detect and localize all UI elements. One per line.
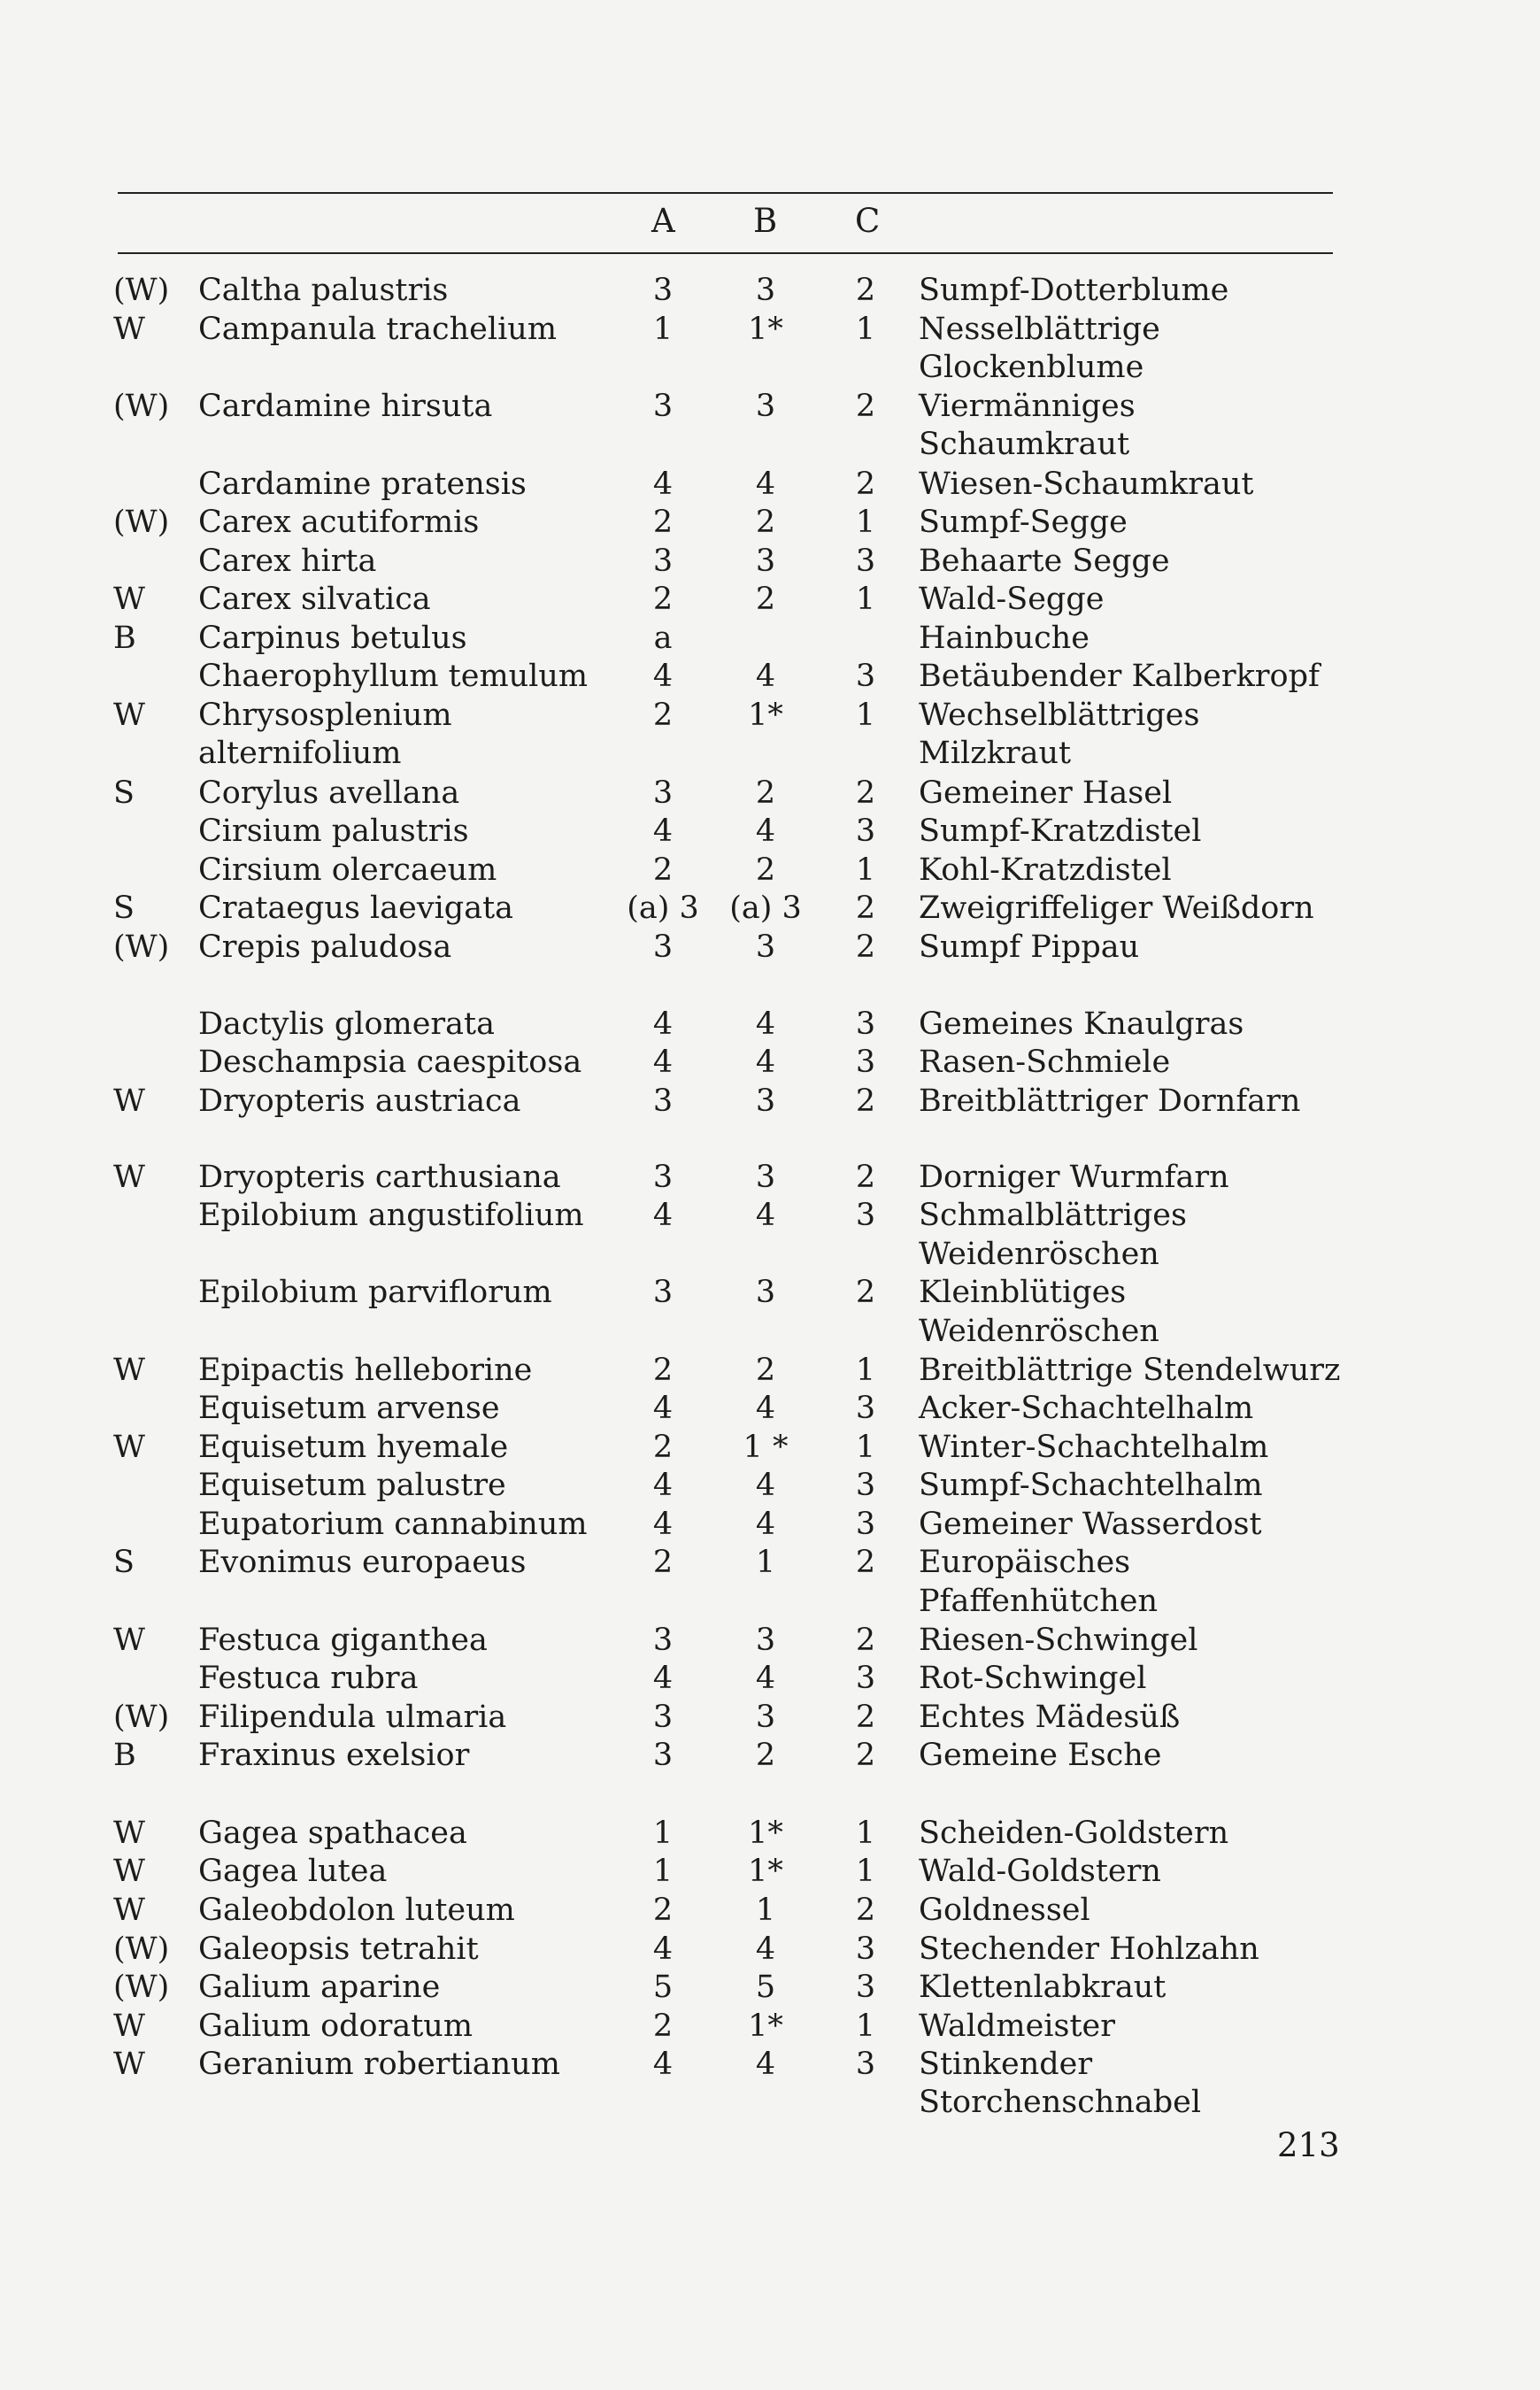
row-latin-name: Epilobium parviflorum <box>198 1275 552 1310</box>
row-value-c: 2 <box>855 273 876 308</box>
table-row <box>0 1505 1540 1544</box>
table-row <box>0 2007 1540 2046</box>
row-code: (W) <box>113 1931 170 1967</box>
row-latin-name: Deschampsia caespitosa <box>198 1045 582 1080</box>
row-value-a: 3 <box>652 1623 674 1658</box>
row-code: S <box>113 1545 135 1580</box>
row-code: S <box>113 890 135 926</box>
row-value-b: 2 <box>755 505 776 540</box>
row-value-a: 4 <box>652 1661 674 1696</box>
row-code: (W) <box>113 389 170 424</box>
row-value-a: a <box>653 621 673 656</box>
row-value-b: 3 <box>755 544 776 579</box>
row-value-a: 2 <box>652 1893 674 1928</box>
row-german-name: Viermänniges <box>919 389 1136 424</box>
row-latin-name: Galeobdolon luteum <box>198 1893 515 1928</box>
row-code: B <box>113 1738 136 1773</box>
row-german-name: Storchenschnabel <box>919 2085 1202 2120</box>
row-value-a: 3 <box>652 929 674 965</box>
row-value-c: 3 <box>855 813 876 849</box>
row-value-c: 2 <box>855 1083 876 1119</box>
row-value-b: 3 <box>755 389 776 424</box>
table-row <box>0 1930 1540 1969</box>
row-latin-name: Festuca giganthea <box>198 1623 488 1658</box>
row-value-c: 3 <box>855 659 876 694</box>
row-value-a: 3 <box>652 1083 674 1119</box>
row-value-c: 3 <box>855 1507 876 1542</box>
row-value-b: 2 <box>755 1353 776 1388</box>
row-code: W <box>113 698 145 733</box>
row-german-name: Rot-Schwingel <box>919 1661 1147 1696</box>
row-value-a: 1 <box>652 312 674 347</box>
row-value-a: 4 <box>652 1391 674 1426</box>
row-value-c: 3 <box>855 1045 876 1080</box>
row-value-b: 4 <box>755 1391 776 1426</box>
row-value-c: 2 <box>855 929 876 965</box>
row-code: (W) <box>113 1970 170 2005</box>
row-value-c: 3 <box>855 1931 876 1967</box>
row-german-name: Wald-Segge <box>919 582 1105 617</box>
table-row <box>0 387 1540 426</box>
table-row <box>0 619 1540 658</box>
table-row <box>0 851 1540 890</box>
row-latin-name: Gagea lutea <box>198 1854 388 1889</box>
row-value-b: 4 <box>755 466 776 502</box>
row-german-name: Wechselblättriges <box>919 698 1200 733</box>
table-row <box>0 928 1540 967</box>
row-german-name: Glockenblume <box>919 350 1144 385</box>
row-value-a: 1 <box>652 1854 674 1889</box>
row-value-c: 2 <box>855 890 876 926</box>
row-german-name: Kohl-Kratzdistel <box>919 852 1172 888</box>
row-latin-name: Gagea spathacea <box>198 1816 467 1851</box>
row-value-b: 1* <box>748 2008 783 2044</box>
row-german-name: Nesselblättrige <box>919 312 1160 347</box>
row-value-b: 5 <box>755 1970 776 2005</box>
row-code: S <box>113 775 135 811</box>
row-code: W <box>113 2008 145 2044</box>
row-value-b: 4 <box>755 659 776 694</box>
table-row <box>0 2045 1540 2084</box>
row-value-b: 2 <box>755 582 776 617</box>
row-value-c: 1 <box>855 312 876 347</box>
row-value-b: (a) 3 <box>729 890 802 926</box>
row-value-a: 3 <box>652 273 674 308</box>
row-latin-name: Galeopsis tetrahit <box>198 1931 479 1967</box>
row-value-c: 2 <box>855 775 876 811</box>
table-row <box>0 1968 1540 2007</box>
row-german-name: Goldnessel <box>919 1893 1090 1928</box>
row-code: W <box>113 1353 145 1388</box>
row-latin-name: Cardamine pratensis <box>198 466 527 502</box>
row-value-b: 4 <box>755 1045 776 1080</box>
row-latin-name: alternifolium <box>198 736 402 771</box>
row-value-c: 1 <box>855 1816 876 1851</box>
row-latin-name: Festuca rubra <box>198 1661 419 1696</box>
row-latin-name: Corylus avellana <box>198 775 460 811</box>
row-code: W <box>113 1816 145 1851</box>
row-value-b: 1 <box>755 1545 776 1580</box>
row-value-c: 2 <box>855 1700 876 1735</box>
row-value-c: 3 <box>855 1198 876 1233</box>
row-german-name: Rasen-Schmiele <box>919 1045 1171 1080</box>
row-value-c: 2 <box>855 1738 876 1773</box>
table-row <box>0 1312 1540 1351</box>
row-value-c: 3 <box>855 1970 876 2005</box>
row-value-c: 2 <box>855 1623 876 1658</box>
table-row <box>0 1659 1540 1698</box>
row-value-c: 2 <box>855 1545 876 1580</box>
row-german-name: Kleinblütiges <box>919 1275 1127 1310</box>
table-row <box>0 1158 1540 1197</box>
row-german-name: Wiesen-Schaumkraut <box>919 466 1254 502</box>
row-german-name: Weidenröschen <box>919 1314 1159 1349</box>
row-value-b: 3 <box>755 273 776 308</box>
row-german-name: Schmalblättriges <box>919 1198 1187 1233</box>
row-value-a: 2 <box>652 505 674 540</box>
row-value-c: 1 <box>855 505 876 540</box>
row-value-a: 4 <box>652 466 674 502</box>
row-german-name: Europäisches <box>919 1545 1131 1580</box>
row-latin-name: Equisetum arvense <box>198 1391 500 1426</box>
row-code: W <box>113 1893 145 1928</box>
table-row <box>0 1351 1540 1390</box>
row-value-b: 2 <box>755 852 776 888</box>
row-value-b: 3 <box>755 1275 776 1310</box>
row-value-b: 4 <box>755 1468 776 1503</box>
table-row <box>0 1082 1540 1121</box>
row-value-b: 1* <box>748 1816 783 1851</box>
table-row <box>0 1389 1540 1428</box>
row-latin-name: Carex silvatica <box>198 582 431 617</box>
row-value-b: 3 <box>755 1623 776 1658</box>
row-code: W <box>113 1083 145 1119</box>
row-value-b: 4 <box>755 1198 776 1233</box>
row-value-c: 2 <box>855 389 876 424</box>
row-german-name: Dorniger Wurmfarn <box>919 1160 1229 1195</box>
table-row <box>0 774 1540 813</box>
row-latin-name: Epilobium angustifolium <box>198 1198 584 1233</box>
row-german-name: Pfaffenhütchen <box>919 1584 1159 1619</box>
table-row <box>0 580 1540 619</box>
row-code: W <box>113 582 145 617</box>
column-header-c: C <box>855 202 881 240</box>
row-german-name: Sumpf-Segge <box>919 505 1128 540</box>
row-value-b: 4 <box>755 1006 776 1042</box>
row-german-name: Gemeine Esche <box>919 1738 1162 1773</box>
row-value-c: 3 <box>855 1468 876 1503</box>
row-value-c: 3 <box>855 2047 876 2082</box>
row-value-a: 3 <box>652 775 674 811</box>
row-german-name: Riesen-Schwingel <box>919 1623 1198 1658</box>
row-value-c: 1 <box>855 1430 876 1465</box>
table-row <box>0 1852 1540 1891</box>
row-latin-name: Crepis paludosa <box>198 929 452 965</box>
column-header-b: B <box>753 202 778 240</box>
row-latin-name: Carpinus betulus <box>198 621 467 656</box>
row-value-a: 4 <box>652 1198 674 1233</box>
row-code: W <box>113 1430 145 1465</box>
row-value-a: 2 <box>652 852 674 888</box>
row-latin-name: Fraxinus exelsior <box>198 1738 470 1773</box>
row-value-a: 1 <box>652 1816 674 1851</box>
row-latin-name: Chrysosplenium <box>198 698 452 733</box>
row-value-a: 5 <box>652 1970 674 2005</box>
row-value-a: 2 <box>652 698 674 733</box>
table-row <box>0 271 1540 310</box>
row-value-c: 2 <box>855 466 876 502</box>
row-value-c: 3 <box>855 1391 876 1426</box>
row-value-b: 1* <box>748 698 783 733</box>
table-row <box>0 1005 1540 1044</box>
row-value-a: 2 <box>652 582 674 617</box>
row-german-name: Stechender Hohlzahn <box>919 1931 1259 1967</box>
row-value-a: 3 <box>652 1700 674 1735</box>
row-value-c: 3 <box>855 544 876 579</box>
row-value-a: 4 <box>652 1468 674 1503</box>
table-row <box>0 1196 1540 1235</box>
row-german-name: Milzkraut <box>919 736 1072 771</box>
row-value-a: 4 <box>652 659 674 694</box>
table-row <box>0 1891 1540 1930</box>
row-latin-name: Galium odoratum <box>198 2008 474 2044</box>
row-latin-name: Equisetum palustre <box>198 1468 506 1503</box>
row-value-a: 2 <box>652 1430 674 1465</box>
row-latin-name: Dryopteris carthusiana <box>198 1160 561 1195</box>
row-value-a: 2 <box>652 1545 674 1580</box>
row-german-name: Wald-Goldstern <box>919 1854 1161 1889</box>
row-german-name: Sumpf-Dotterblume <box>919 273 1229 308</box>
row-german-name: Scheiden-Goldstern <box>919 1816 1229 1851</box>
row-german-name: Hainbuche <box>919 621 1090 656</box>
row-value-b: 2 <box>755 1738 776 1773</box>
row-code: (W) <box>113 505 170 540</box>
row-value-a: 3 <box>652 1738 674 1773</box>
row-german-name: Winter-Schachtelhalm <box>919 1430 1269 1465</box>
row-latin-name: Geranium robertianum <box>198 2047 560 2082</box>
row-value-b: 4 <box>755 1507 776 1542</box>
table-row <box>0 696 1540 735</box>
row-german-name: Schaumkraut <box>919 427 1130 462</box>
row-value-a: 3 <box>652 1275 674 1310</box>
row-value-b: 3 <box>755 929 776 965</box>
page-number: 213 <box>1277 2126 1340 2164</box>
row-latin-name: Caltha palustris <box>198 273 449 308</box>
row-latin-name: Dactylis glomerata <box>198 1006 495 1042</box>
row-value-c: 1 <box>855 582 876 617</box>
table-row <box>0 657 1540 696</box>
row-value-a: 4 <box>652 813 674 849</box>
row-latin-name: Evonimus europaeus <box>198 1545 527 1580</box>
row-value-b: 3 <box>755 1160 776 1195</box>
table-row <box>0 1582 1540 1621</box>
row-value-c: 3 <box>855 1006 876 1042</box>
row-latin-name: Cirsium palustris <box>198 813 469 849</box>
table-row <box>0 503 1540 542</box>
row-german-name: Breitblättriger Dornfarn <box>919 1083 1301 1119</box>
row-value-b: 4 <box>755 1661 776 1696</box>
row-value-a: 2 <box>652 1353 674 1388</box>
row-value-a: 4 <box>652 1931 674 1967</box>
row-latin-name: Crataegus laevigata <box>198 890 513 926</box>
row-german-name: Gemeiner Hasel <box>919 775 1173 811</box>
table-header-rule <box>118 252 1333 254</box>
row-german-name: Acker-Schachtelhalm <box>919 1391 1254 1426</box>
row-value-c: 1 <box>855 698 876 733</box>
row-code: (W) <box>113 1700 170 1735</box>
table-row <box>0 2083 1540 2122</box>
row-code: W <box>113 312 145 347</box>
row-value-c: 3 <box>855 1661 876 1696</box>
table-row <box>0 1698 1540 1737</box>
row-german-name: Weidenröschen <box>919 1237 1159 1272</box>
table-top-rule <box>118 192 1333 194</box>
row-value-c: 1 <box>855 852 876 888</box>
row-latin-name: Carex hirta <box>198 544 377 579</box>
row-german-name: Klettenlabkraut <box>919 1970 1167 2005</box>
row-german-name: Gemeiner Wasserdost <box>919 1507 1262 1542</box>
row-german-name: Echtes Mädesüß <box>919 1700 1181 1735</box>
row-value-c: 2 <box>855 1160 876 1195</box>
table-row <box>0 425 1540 464</box>
table-row <box>0 1466 1540 1505</box>
row-german-name: Zweigriffeliger Weißdorn <box>919 890 1314 926</box>
table-row <box>0 889 1540 928</box>
row-value-a: 4 <box>652 1045 674 1080</box>
row-latin-name: Cardamine hirsuta <box>198 389 493 424</box>
table-row <box>0 1814 1540 1853</box>
table-row <box>0 734 1540 773</box>
row-german-name: Sumpf-Schachtelhalm <box>919 1468 1263 1503</box>
table-row <box>0 1273 1540 1312</box>
row-value-a: 4 <box>652 1507 674 1542</box>
row-value-b: 1* <box>748 312 783 347</box>
row-german-name: Waldmeister <box>919 2008 1115 2044</box>
row-latin-name: Eupatorium cannabinum <box>198 1507 588 1542</box>
table-row <box>0 465 1540 504</box>
row-german-name: Stinkender <box>919 2047 1093 2082</box>
row-german-name: Betäubender Kalberkropf <box>919 659 1320 694</box>
row-code: W <box>113 1623 145 1658</box>
row-value-a: 4 <box>652 2047 674 2082</box>
row-value-c: 1 <box>855 1353 876 1388</box>
row-code: (W) <box>113 273 170 308</box>
row-german-name: Breitblättrige Stendelwurz <box>919 1353 1341 1388</box>
row-latin-name: Dryopteris austriaca <box>198 1083 521 1119</box>
row-value-c: 1 <box>855 1854 876 1889</box>
table-row <box>0 1543 1540 1582</box>
table-row <box>0 1736 1540 1775</box>
row-latin-name: Campanula trachelium <box>198 312 558 347</box>
row-value-c: 2 <box>855 1275 876 1310</box>
row-value-a: 3 <box>652 544 674 579</box>
row-value-c: 2 <box>855 1893 876 1928</box>
table-row <box>0 1043 1540 1082</box>
table-row <box>0 310 1540 349</box>
table-row <box>0 1621 1540 1660</box>
row-latin-name: Equisetum hyemale <box>198 1430 509 1465</box>
table-row <box>0 542 1540 581</box>
row-code: B <box>113 621 136 656</box>
row-latin-name: Galium aparine <box>198 1970 441 2005</box>
row-latin-name: Chaerophyllum temulum <box>198 659 589 694</box>
row-german-name: Gemeines Knaulgras <box>919 1006 1244 1042</box>
row-code: W <box>113 1854 145 1889</box>
table-row <box>0 1235 1540 1274</box>
row-german-name: Sumpf-Kratzdistel <box>919 813 1202 849</box>
row-value-b: 1 * <box>743 1430 789 1465</box>
table-row <box>0 1428 1540 1467</box>
row-latin-name: Cirsium olercaeum <box>198 852 497 888</box>
row-value-b: 3 <box>755 1700 776 1735</box>
row-value-b: 4 <box>755 1931 776 1967</box>
row-value-a: 2 <box>652 2008 674 2044</box>
row-code: (W) <box>113 929 170 965</box>
row-value-b: 3 <box>755 1083 776 1119</box>
row-german-name: Behaarte Segge <box>919 544 1170 579</box>
table-row <box>0 348 1540 387</box>
row-value-a: 3 <box>652 389 674 424</box>
row-value-a: 3 <box>652 1160 674 1195</box>
column-header-a: A <box>651 202 675 240</box>
row-latin-name: Carex acutiformis <box>198 505 480 540</box>
row-value-b: 1* <box>748 1854 783 1889</box>
row-code: W <box>113 1160 145 1195</box>
row-value-b: 2 <box>755 775 776 811</box>
row-code: W <box>113 2047 145 2082</box>
row-latin-name: Filipendula ulmaria <box>198 1700 507 1735</box>
table-row <box>0 812 1540 851</box>
row-value-b: 4 <box>755 2047 776 2082</box>
row-value-a: 4 <box>652 1006 674 1042</box>
row-value-b: 4 <box>755 813 776 849</box>
row-value-b: 1 <box>755 1893 776 1928</box>
row-german-name: Sumpf Pippau <box>919 929 1140 965</box>
row-value-a: (a) 3 <box>627 890 699 926</box>
row-latin-name: Epipactis helleborine <box>198 1353 533 1388</box>
row-value-c: 1 <box>855 2008 876 2044</box>
